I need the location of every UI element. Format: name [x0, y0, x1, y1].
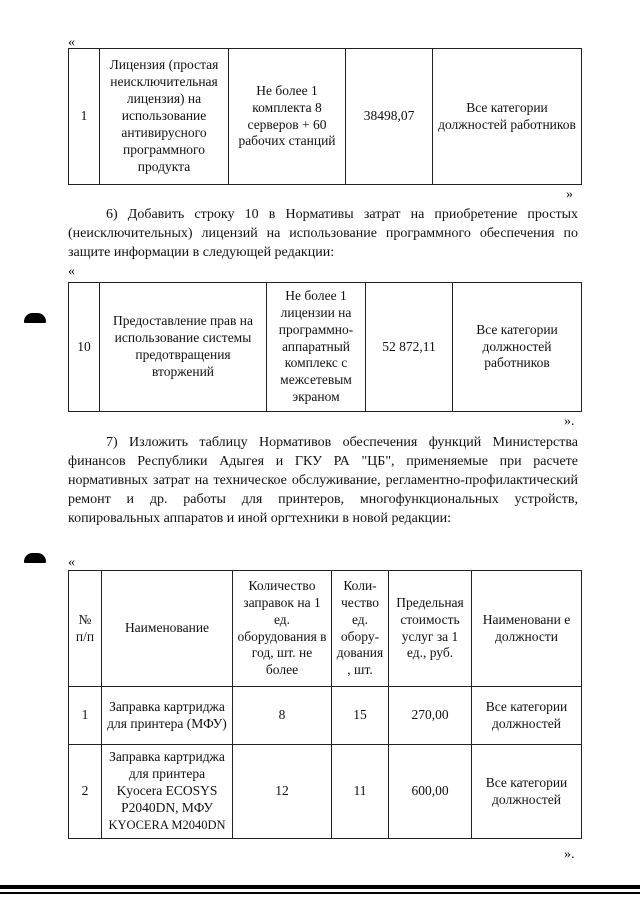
- row-name-text: Заправка картриджа для принтера Kyocera ECOSYS P2040DN, МФУ: [109, 749, 225, 815]
- row-name: [102, 745, 233, 839]
- row-name-extra: KYOCERA M2040DN: [108, 817, 226, 832]
- license-category: Все категории должностей работников: [453, 283, 582, 412]
- table-row: [69, 687, 582, 745]
- row-units: 11: [332, 745, 389, 839]
- header-refills: Количество заправок на 1 ед. оборудования в год, шт. не более: [233, 571, 332, 687]
- license-table-10: [68, 282, 582, 412]
- license-price: 38498,07: [346, 49, 433, 185]
- bottom-border-line: [0, 885, 640, 889]
- license-quantity: Не более 1 комплекта 8 серверов + 60 рабочих станций: [229, 49, 346, 185]
- open-quote-1: «: [68, 35, 75, 50]
- header-number: № п/п: [69, 571, 102, 687]
- table-row: [69, 745, 582, 839]
- paragraph-6-text: 6) Добавить строку 10 в Нормативы затрат на приобретение простых (неисключительных) лицензий на использование программного обеспечения по защите информации в следующей редакции:: [68, 207, 578, 260]
- license-table-1: [68, 48, 582, 185]
- row-name-text: Заправка картриджа для принтера (МФУ): [107, 698, 227, 731]
- header-position: Наименовани е должности: [472, 571, 582, 687]
- row-name: [102, 687, 233, 745]
- paragraph-7-text: 7) Изложить таблицу Нормативов обеспечения функций Министерства финансов Республики Адыгея и ГКУ РА "ЦБ", применяемые при расчете нормативных затрат на техническое обслуживание, регламентно-профилактический ремонт и др. работы для принтеров, многофункциональных устройств, копировальных аппаратов и иной оргтехники в новой редакции:: [68, 435, 578, 526]
- header-price: Предельная стоимость услуг за 1 ед., руб.: [389, 571, 472, 687]
- close-quote-3: ».: [564, 847, 575, 862]
- row-number: 1: [69, 49, 100, 185]
- open-quote-2: «: [68, 264, 75, 279]
- license-category: Все категории должностей работников: [433, 49, 582, 185]
- table-row: [69, 283, 582, 412]
- close-quote-2: ».: [564, 414, 575, 429]
- license-name: Предоставление прав на использование системы предотвращения вторжений: [100, 283, 267, 412]
- header-name: Наименование: [102, 571, 233, 687]
- table-header-row: [69, 571, 582, 687]
- row-refills: 12: [233, 745, 332, 839]
- row-number: 10: [69, 283, 100, 412]
- row-price: 600,00: [389, 745, 472, 839]
- margin-mark-1: [24, 313, 46, 323]
- bottom-border-line-thin: [0, 892, 640, 894]
- row-number: 2: [69, 745, 102, 839]
- margin-mark-2: [24, 553, 46, 563]
- row-units: 15: [332, 687, 389, 745]
- refill-table: [68, 570, 582, 839]
- close-quote-1: »: [566, 187, 573, 202]
- row-position: Все категории должностей: [472, 745, 582, 839]
- paragraph-6: [68, 205, 578, 262]
- row-number: 1: [69, 687, 102, 745]
- row-position: Все категории должностей: [472, 687, 582, 745]
- header-units: Коли-чество ед. обору-дования , шт.: [332, 571, 389, 687]
- license-name: Лицензия (простая неисключительная лицензия) на использование антивирусного программного продукта: [100, 49, 229, 185]
- table-row: [69, 49, 582, 185]
- license-price: 52 872,11: [366, 283, 453, 412]
- row-price: 270,00: [389, 687, 472, 745]
- open-quote-3: «: [68, 555, 75, 570]
- license-quantity: Не более 1 лицензии на программно-аппаратный комплекс с межсетевым экраном: [267, 283, 366, 412]
- row-refills: 8: [233, 687, 332, 745]
- paragraph-7: [68, 433, 578, 528]
